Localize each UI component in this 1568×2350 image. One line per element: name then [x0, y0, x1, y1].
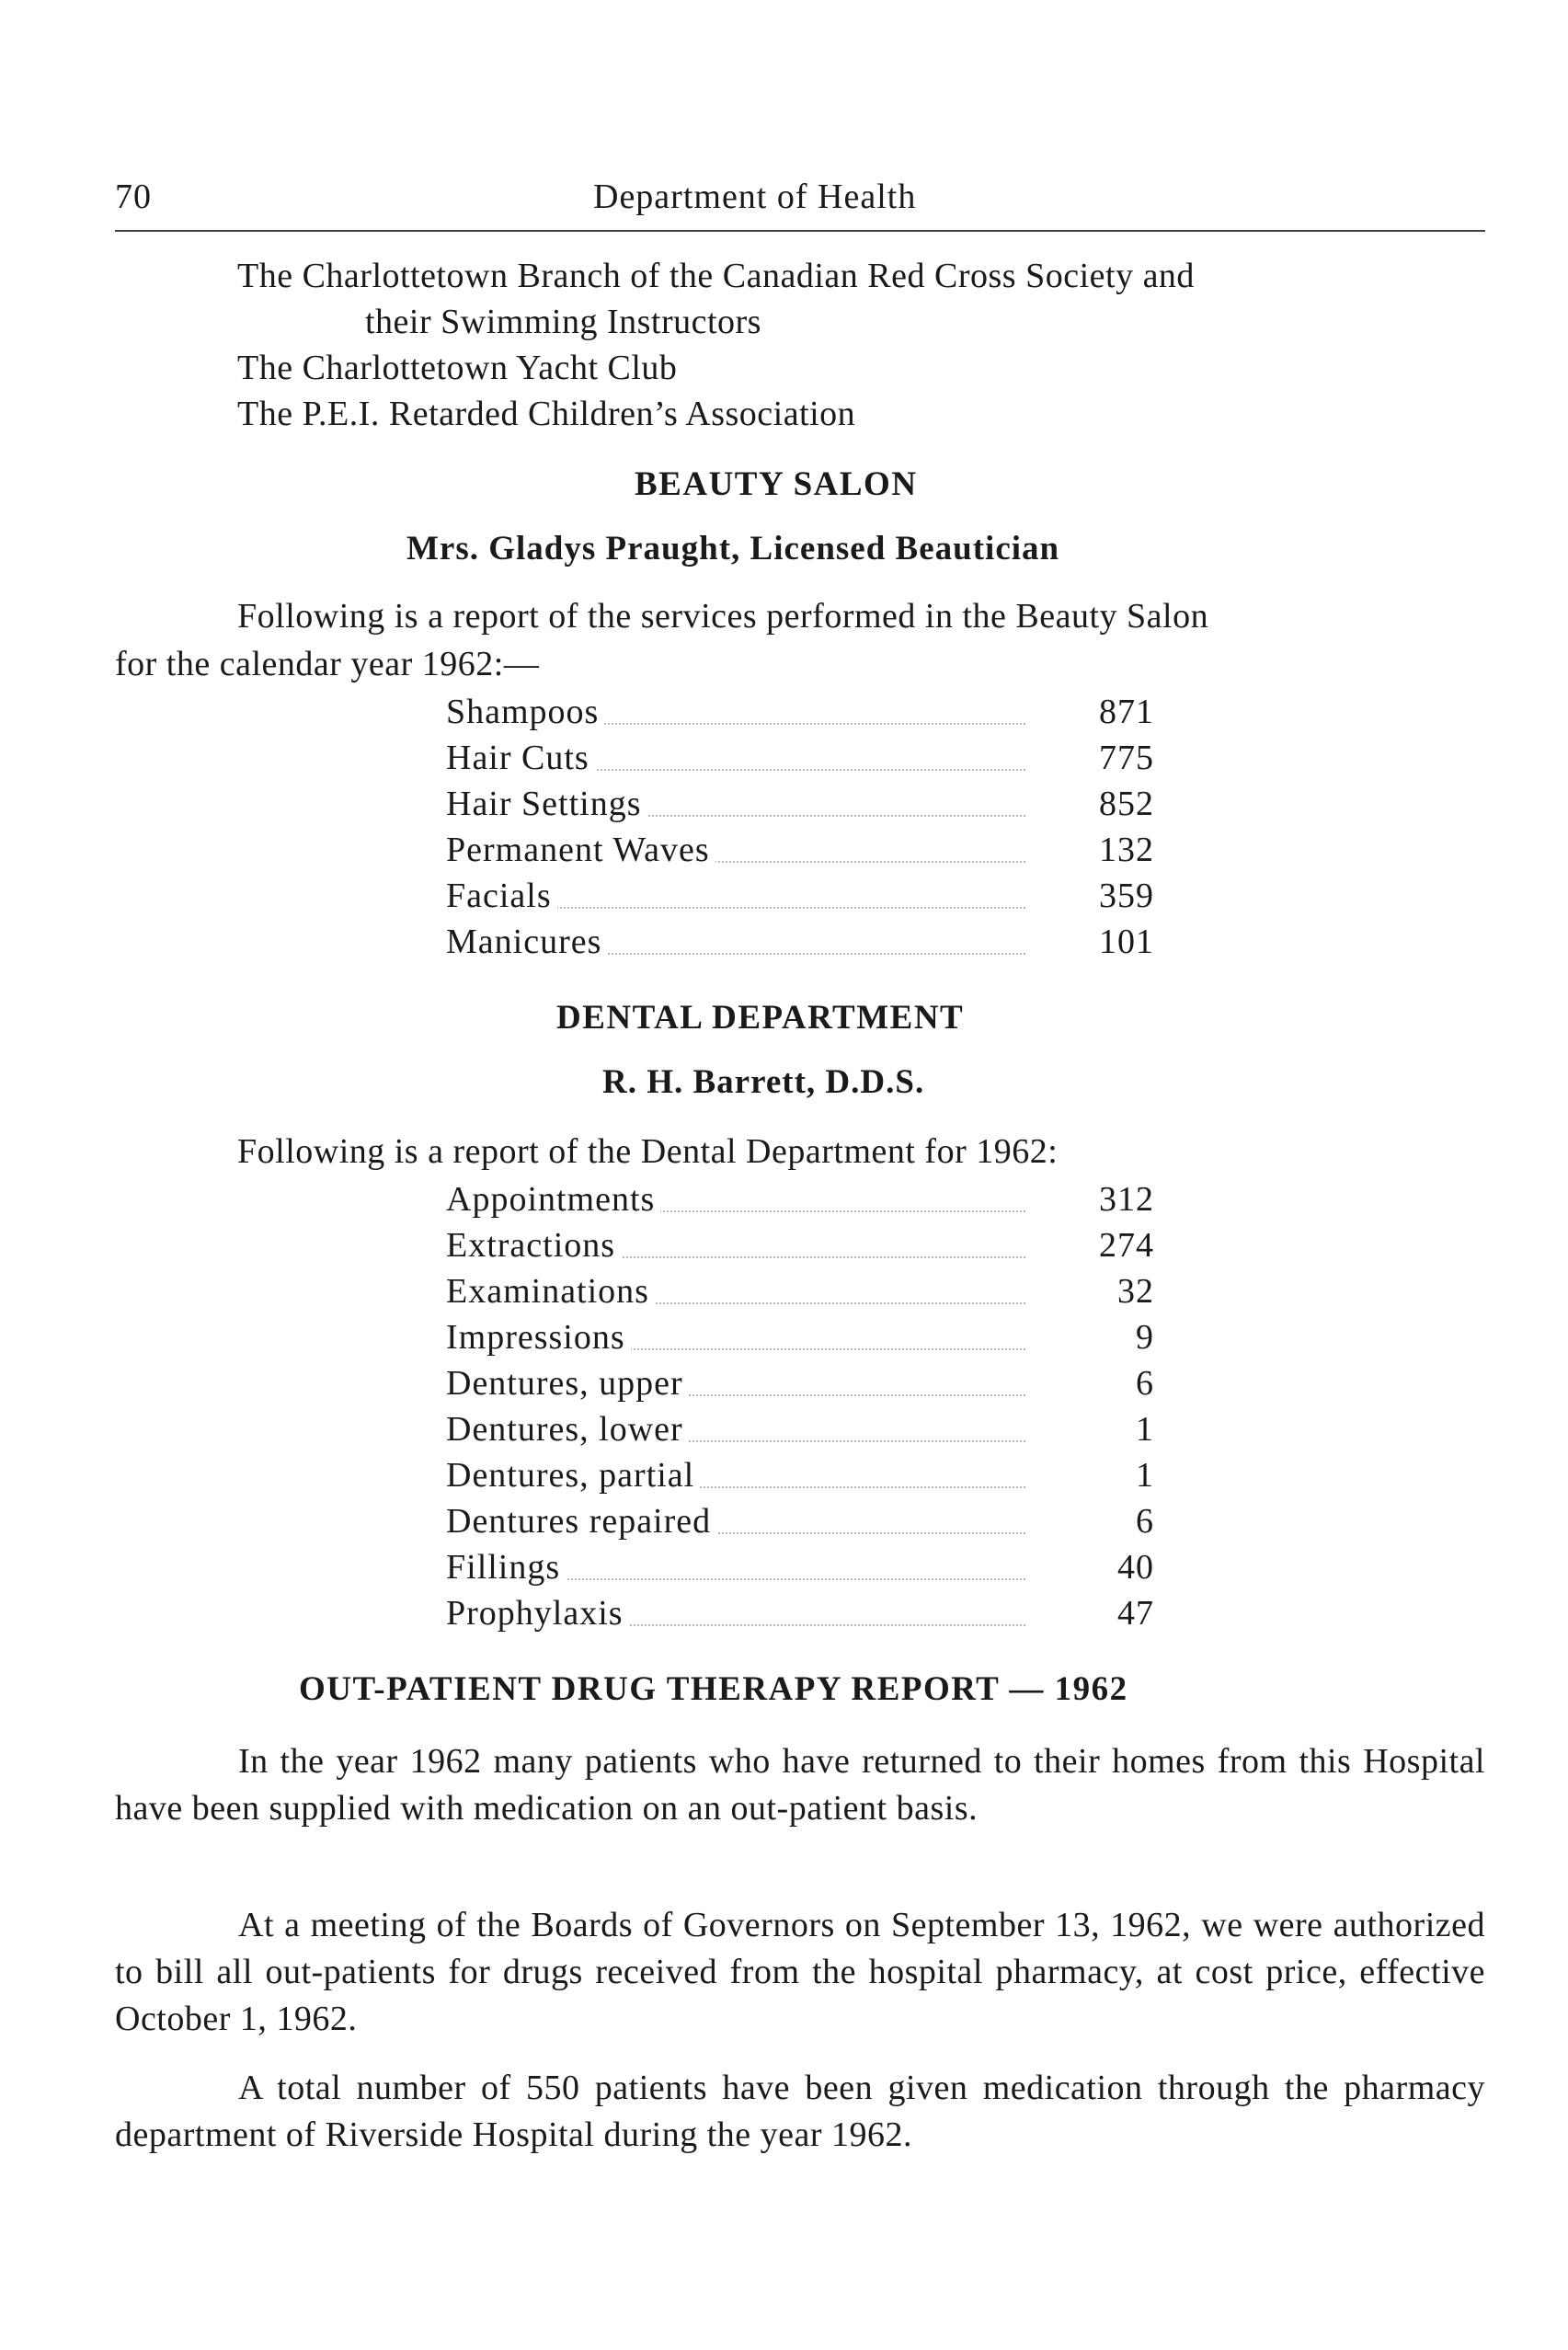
- item-value: 40: [1044, 1547, 1154, 1588]
- item-value: 6: [1044, 1501, 1154, 1542]
- list-item: [446, 1271, 1154, 1317]
- list-item: [446, 1593, 1154, 1639]
- list-item: [446, 1179, 1154, 1225]
- item-label: Shampoos: [446, 692, 604, 732]
- leader-dots: [556, 1578, 1025, 1580]
- item-value: 775: [1044, 738, 1154, 778]
- beauty-salon-intro: Following is a report of the services performed in the Beauty Salon: [237, 597, 1209, 636]
- list-item: [446, 922, 1154, 968]
- paragraph: In the year 1962 many patients who have returned to their homes from this Hospital have been supplied with medication on an out-patient basis.: [115, 1742, 1485, 1828]
- list-item: [446, 876, 1154, 922]
- list-item: [446, 1409, 1154, 1455]
- item-label: Facials: [446, 876, 557, 916]
- item-label: Fillings: [446, 1547, 566, 1588]
- running-title: Department of Health: [593, 178, 917, 216]
- intro-line: their Swimming Instructors: [365, 303, 761, 341]
- item-label: Examinations: [446, 1271, 655, 1312]
- item-label: Dentures, upper: [446, 1363, 689, 1404]
- list-item: [446, 1547, 1154, 1593]
- beauty-salon-staff: Mrs. Gladys Praught, Licensed Beautician: [406, 530, 1060, 567]
- item-label: Impressions: [446, 1317, 631, 1358]
- item-value: 9: [1044, 1317, 1154, 1358]
- beauty-salon-intro: for the calendar year 1962:—: [115, 645, 540, 683]
- paragraph: At a meeting of the Boards of Governors on September 13, 1962, we were authorized to bill all out-patients for drugs received from the hospital pharmacy, at cost price, effective October 1, 1962.: [115, 1906, 1485, 2038]
- item-label: Permanent Waves: [446, 830, 715, 870]
- list-item: [446, 692, 1154, 738]
- item-value: 871: [1044, 692, 1154, 732]
- item-label: Dentures repaired: [446, 1501, 716, 1542]
- item-label: Dentures, lower: [446, 1409, 689, 1450]
- section-heading-dental: DENTAL DEPARTMENT: [556, 999, 965, 1037]
- item-label: Appointments: [446, 1179, 660, 1220]
- section-heading-beauty-salon: BEAUTY SALON: [635, 465, 918, 503]
- list-item: [446, 1501, 1154, 1547]
- item-label: Manicures: [446, 922, 607, 962]
- section-heading-drug-therapy: OUT-PATIENT DRUG THERAPY REPORT — 1962: [299, 1670, 1128, 1708]
- item-value: 6: [1044, 1363, 1154, 1404]
- intro-line: The P.E.I. Retarded Children’s Association: [237, 395, 856, 433]
- leader-dots: [556, 953, 1025, 955]
- list-item: [446, 1225, 1154, 1271]
- item-value: 359: [1044, 876, 1154, 916]
- leader-dots: [556, 907, 1025, 909]
- list-item: [446, 784, 1154, 830]
- leader-dots: [556, 723, 1025, 725]
- intro-line: The Charlottetown Branch of the Canadian Red Cross Society and: [237, 257, 1195, 295]
- page-header: [115, 166, 1476, 230]
- list-item: [446, 830, 1154, 876]
- item-value: 47: [1044, 1593, 1154, 1634]
- list-item: [446, 738, 1154, 784]
- item-value: 1: [1044, 1455, 1154, 1496]
- paragraph: A total number of 550 patients have been given medication through the pharmacy department of Riverside Hospital during the year 1962.: [115, 2069, 1485, 2154]
- list-item: [446, 1363, 1154, 1409]
- intro-line: The Charlottetown Yacht Club: [237, 349, 678, 387]
- list-item: [446, 1455, 1154, 1501]
- header-rule: [115, 230, 1485, 232]
- item-label: Extractions: [446, 1225, 621, 1266]
- leader-dots: [556, 1256, 1025, 1258]
- item-value: 312: [1044, 1179, 1154, 1220]
- item-value: 101: [1044, 922, 1154, 962]
- item-value: 852: [1044, 784, 1154, 824]
- item-label: Prophylaxis: [446, 1593, 629, 1634]
- dental-staff: R. H. Barrett, D.D.S.: [602, 1063, 925, 1101]
- item-label: Hair Cuts: [446, 738, 595, 778]
- item-label: Dentures, partial: [446, 1455, 700, 1496]
- list-item: [446, 1317, 1154, 1363]
- item-value: 32: [1044, 1271, 1154, 1312]
- leader-dots: [556, 769, 1025, 771]
- dental-intro: Following is a report of the Dental Department for 1962:: [237, 1132, 1059, 1171]
- item-value: 1: [1044, 1409, 1154, 1450]
- page-number: 70: [115, 178, 152, 216]
- item-value: 132: [1044, 830, 1154, 870]
- item-label: Hair Settings: [446, 784, 647, 824]
- item-value: 274: [1044, 1225, 1154, 1266]
